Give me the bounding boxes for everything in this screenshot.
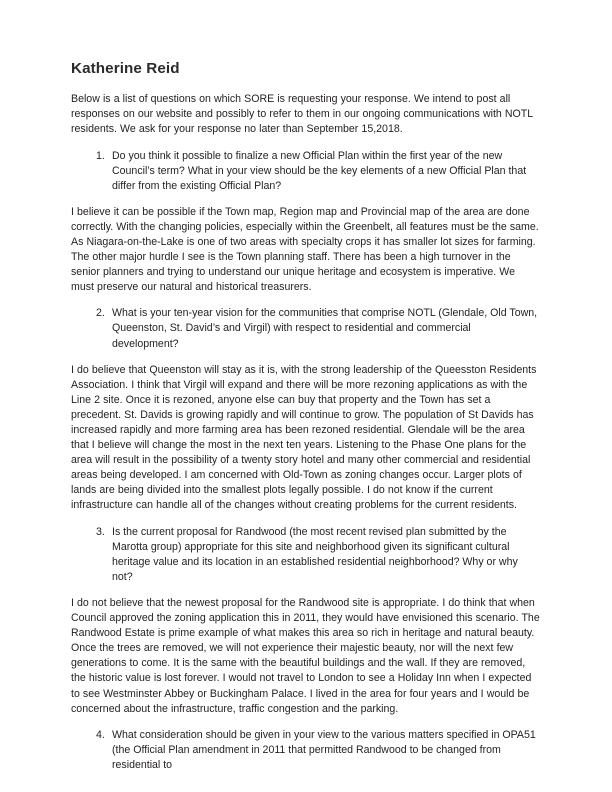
list-item (71, 525, 540, 585)
answer-paragraph-2: I do believe that Queenston will stay as it is, with the strong leadership of the Queesston Residents Association. I think that Virgil will expand and there will be more rezoning applications as with the Line 2 site. Once it is rezoned, anyone else can buy that property and the Town has set a precedent. St. Davids is growing rapidly and will continue to grow. The population of St Davids has increased rapidly and more farming area has been rezoned residential. Glendale will be the area that I believe will change the most in the next ten years. Listening to the Phase One plans for the area will result in the possibility of a twenty story hotel and many other commercial and residential areas being developed. I am concerned with Old-Town as zoning changes occur. Larger plots of lands are being divided into the smallest plots legally possible. I do not know if the current infrastructure can handle all of the changes without creating problems for the current residents. (71, 363, 537, 512)
intro-paragraph: Below is a list of questions on which SORE is requesting your response. We intend to post all responses on our website and possibly to refer to them in our ongoing communications with NOTL residents. We ask for your response no later than September 15,2018. (71, 93, 533, 136)
question-list-4 (71, 728, 540, 773)
list-item (71, 306, 540, 351)
list-item (71, 728, 540, 773)
list-item-number: 1. (96, 149, 105, 162)
list-item-number: 4. (96, 728, 105, 741)
list-item-number: 3. (96, 525, 105, 538)
question-list-2 (71, 306, 540, 351)
list-item-label: What is your ten-year vision for the communities that comprise NOTL (Glendale, Old Town, Queenston, St. David’s and Virgil) with respect to residential and commercial development? (112, 307, 538, 350)
list-item-label: Is the current proposal for Randwood (the most recent revised plan submitted by the Marotta group) appropriate for this site and neighborhood given its significant cultural heritage value and its location in an established residential neighborhood? Why or why not? (112, 525, 518, 583)
list-item-number: 2. (96, 307, 105, 320)
list-item (71, 149, 540, 194)
list-item-label: Do you think it possible to finalize a new Official Plan within the first year of the new Council’s term? What in your view should be the key elements of a new Official Plan that differ from the existing Official Plan? (112, 149, 527, 192)
question-list-1 (71, 149, 540, 194)
question-list-3 (71, 525, 540, 585)
list-item-label: What consideration should be given in your view to the various matters specified in OPA51 (the Official Plan amendment in 2011 that permitted Randwood to be changed from residential to (112, 728, 536, 771)
page-title: Katherine Reid (71, 60, 180, 77)
answer-paragraph-3: I do not believe that the newest proposal for the Randwood site is appropriate. I do think that when Council approved the zoning application this in 2011, they would have envisioned this scenario. The Randwood Estate is prime example of what makes this area so rich in heritage and natural beauty. Once the trees are removed, we will not experience their majestic beauty, nor will the next few generations to come. It is the same with the beautiful buildings and the wall. If they are removed, the historic value is lost forever. I would not travel to London to see a Holiday Inn when I expected to see Westminster Abbey or Buckingham Palace. I lived in the area for four years and I would be concerned about the infrastructure, traffic congestion and the parking. (71, 596, 540, 715)
answer-paragraph-1: I believe it can be possible if the Town map, Region map and Provincial map of the area are done correctly. With the changing policies, especially within the Greenbelt, all features must be the same. As Niagara-on-the-Lake is one of two areas with specialty crops it has smaller lot sizes for farming. The other major hurdle I see is the Town planning staff. There has been a high turnover in the senior planners and trying to understand our unique heritage and ecosystem is imperative. We must preserve our natural and historical treasurers. (71, 205, 539, 294)
